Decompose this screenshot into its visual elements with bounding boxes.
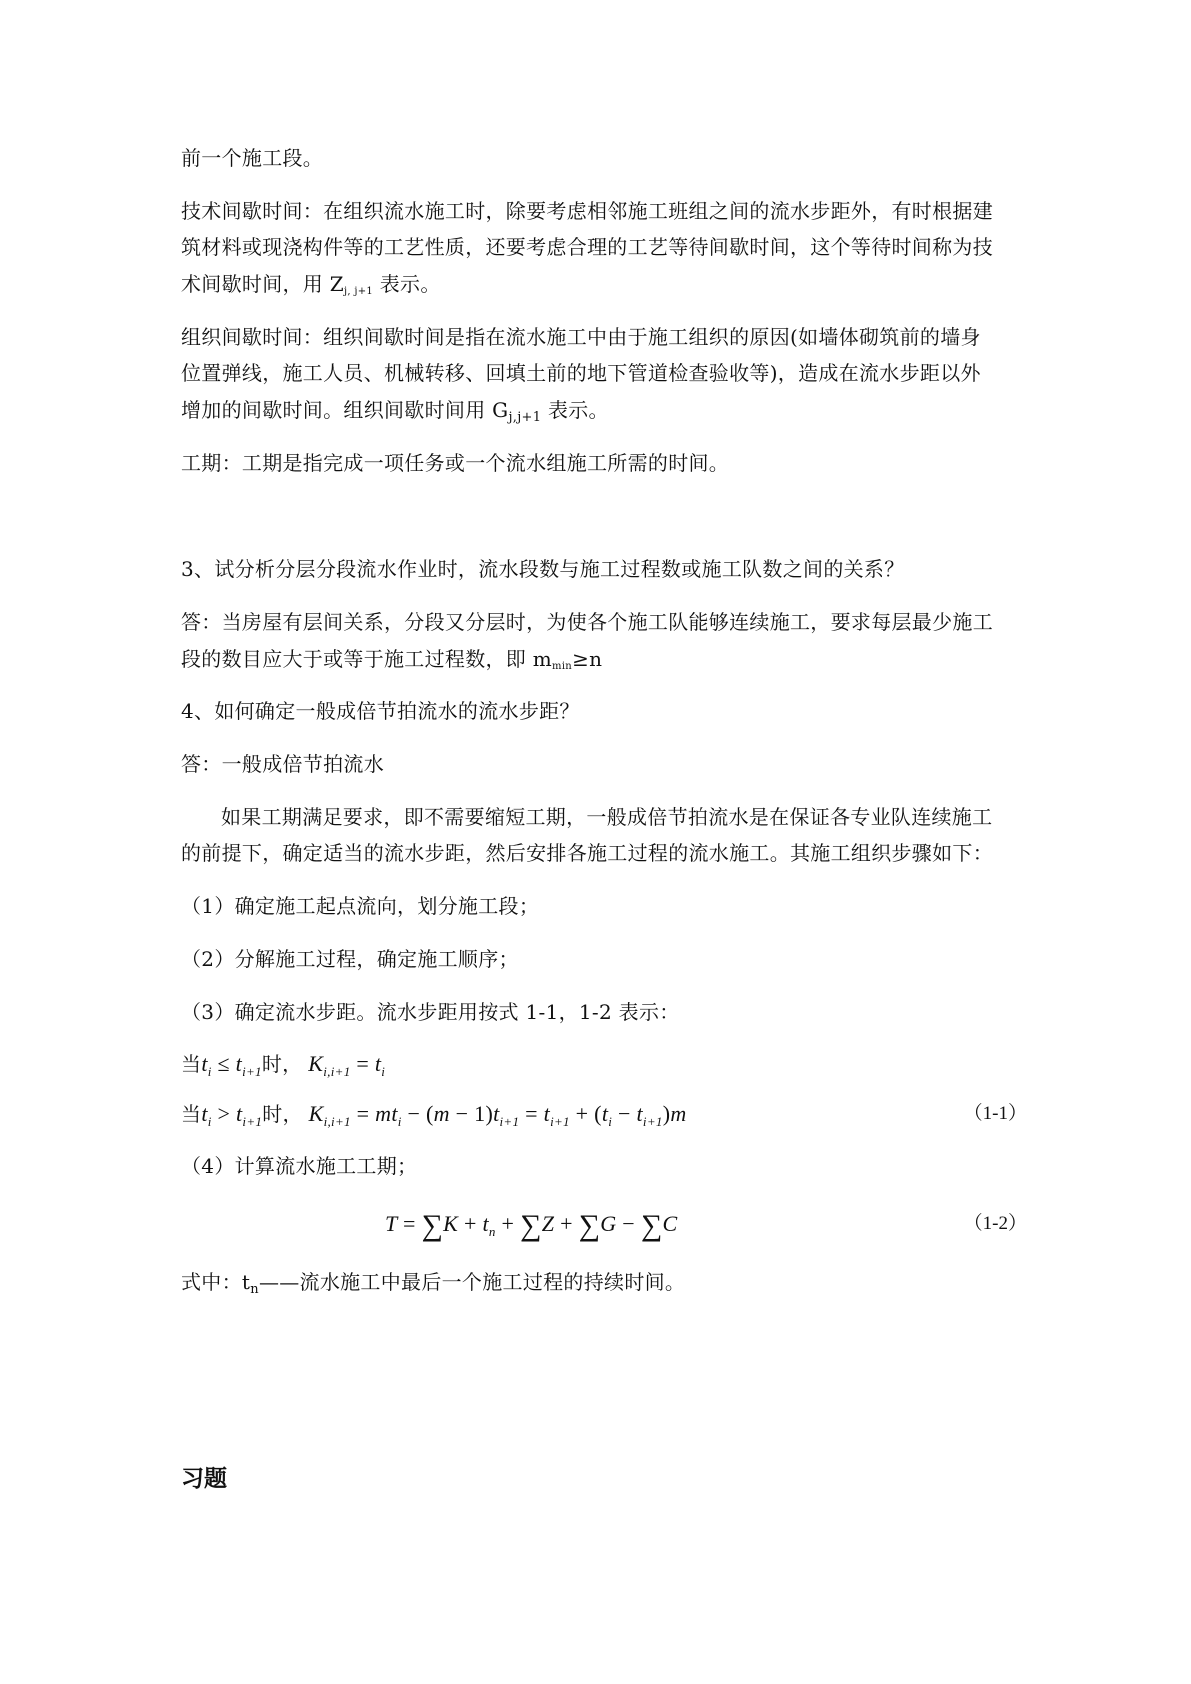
equation-number: （1-1） — [963, 1103, 1027, 1124]
text-span: 当 — [181, 1102, 202, 1126]
formula: $T = \sum K + t_n + \sum Z + \sum G - \sum C$ — [385, 1209, 678, 1242]
text-line: 答：一般成倍节拍流水 — [181, 752, 384, 776]
text-span: 增加的间歇时间。组织间歇时间用 G — [181, 398, 509, 422]
subscript: j,j+1 — [508, 410, 542, 425]
text-line — [181, 270, 1021, 306]
text-line: 位置弹线，施工人员、机械转移、回填土前的地下管道检查验收等)，造成在流水步距以外 — [181, 361, 981, 385]
equation-line — [181, 1100, 1021, 1136]
formula: $t_i \le t_{i+1}$ — [201, 1051, 262, 1079]
question-3: 3、试分析分层分段流水作业时，流水段数与施工过程数或施工队数之间的关系？ — [181, 557, 905, 581]
text-line — [181, 645, 1021, 681]
section-heading: 习题 — [181, 1466, 227, 1492]
paragraph-line: 如果工期满足要求，即不需要缩短工期，一般成倍节拍流水是在保证各专业队连续施工 — [221, 805, 993, 829]
text-line: 工期：工期是指完成一项任务或一个流水组施工所需的时间。 — [181, 451, 730, 475]
text-span: 时， — [262, 1102, 303, 1126]
step-2: （2）分解施工过程，确定施工顺序； — [181, 947, 519, 971]
equation-line — [385, 1210, 865, 1246]
text-line: 筑材料或现浇构件等的工艺性质，还要考虑合理的工艺等待间歇时间，这个等待时间称为技 — [181, 235, 993, 259]
formula: $K_{i,i+1} = t_i$ — [302, 1051, 386, 1079]
text-line: 前一个施工段。 — [181, 146, 324, 170]
text-span: 段的数目应大于或等于施工过程数，即 m — [181, 647, 553, 671]
step-4: （4）计算流水施工工期； — [181, 1154, 418, 1178]
formula: $t_i > t_{i+1}$ — [201, 1101, 263, 1129]
subscript: n — [250, 1282, 259, 1297]
text-span: 式中：t — [181, 1270, 251, 1294]
equation-number: （1-2） — [963, 1213, 1027, 1234]
paragraph-line: 的前提下，确定适当的流水步距，然后安排各施工过程的流水施工。其施工组织步骤如下： — [181, 841, 993, 865]
text-line: 组织间歇时间：组织间歇时间是指在流水施工中由于施工组织的原因(如墙体砌筑前的墙身 — [181, 325, 981, 349]
text-line: 技术间歇时间：在组织流水施工时，除要考虑相邻施工班组之间的流水步距外，有时根据建 — [181, 199, 993, 223]
text-line — [181, 1268, 1021, 1304]
text-span: 术间歇时间，用 Z — [181, 272, 344, 296]
step-1: （1）确定施工起点流向，划分施工段； — [181, 894, 540, 918]
text-line — [181, 396, 1021, 432]
text-span: 表示。 — [373, 272, 441, 296]
text-span: 时， — [261, 1052, 303, 1076]
subscript: min — [552, 661, 573, 672]
step-3: （3）确定流水步距。流水步距用按式 1-1，1-2 表示： — [181, 1000, 680, 1024]
equation-line — [181, 1050, 1021, 1086]
text-span: 表示。 — [541, 398, 609, 422]
formula: $K_{i,i+1} = mt_i - (m - 1)t_{i+1} = t_{i+1} + (t_i - t_{i+1})m$ — [302, 1101, 687, 1129]
text-span: ≥n — [572, 647, 603, 671]
subscript: j, j+1 — [343, 286, 374, 297]
text-span: 当 — [181, 1052, 202, 1076]
text-line: 答：当房屋有层间关系，分段又分层时，为使各个施工队能够连续施工，要求每层最少施工 — [181, 610, 993, 634]
question-4: 4、如何确定一般成倍节拍流水的流水步距？ — [181, 699, 580, 723]
text-span: ——流水施工中最后一个施工过程的持续时间。 — [258, 1270, 686, 1294]
